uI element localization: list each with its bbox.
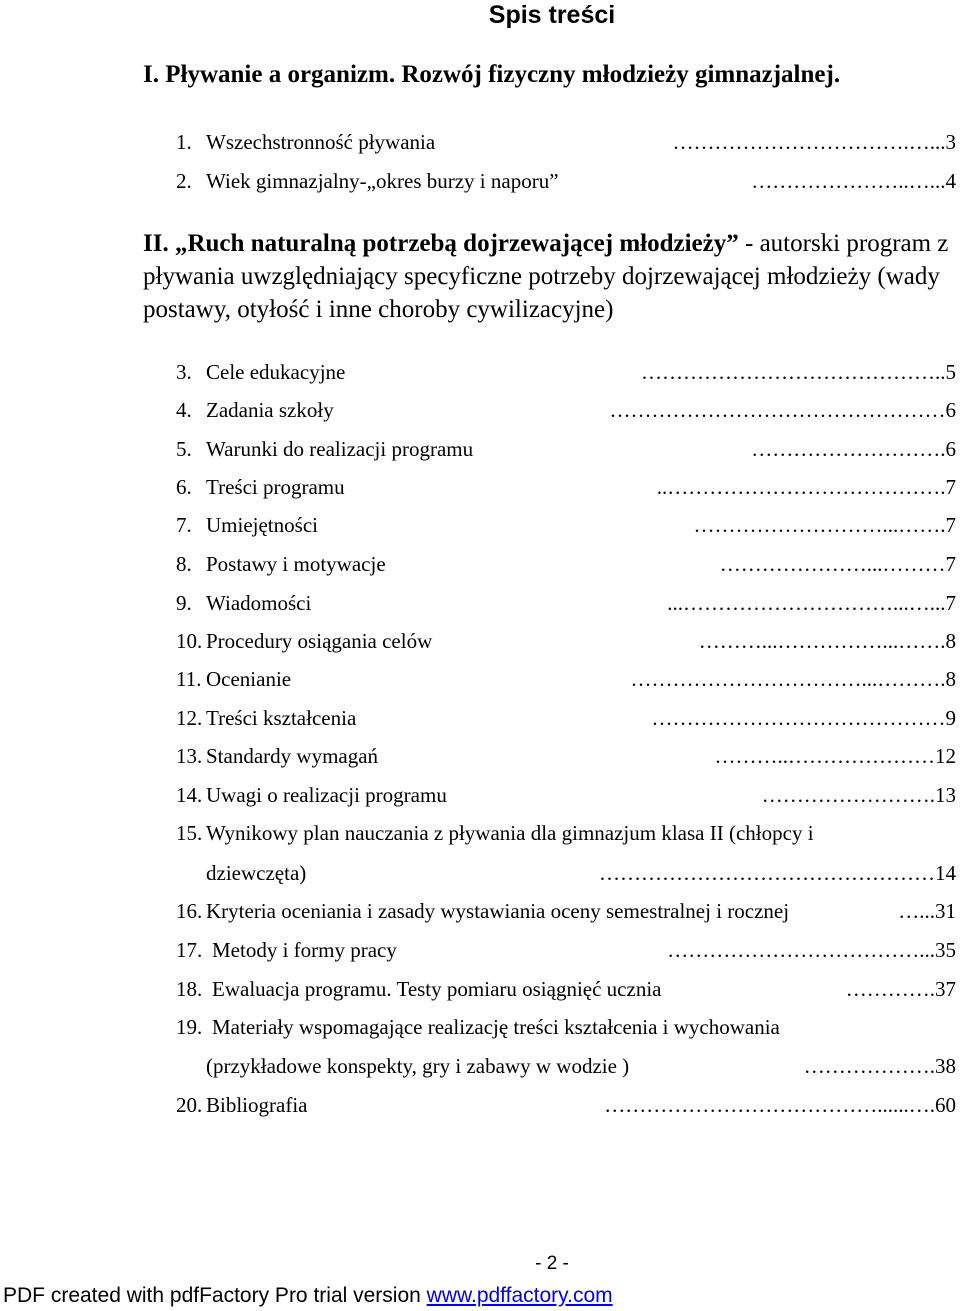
toc-number: 10. xyxy=(176,629,203,653)
toc-leader-page: ...…………………………...…...7 xyxy=(667,591,956,615)
toc-title: Treści kształcenia xyxy=(206,706,357,730)
toc-leader-page: ……………………………………..5 xyxy=(641,360,956,384)
toc-entry-18 xyxy=(176,975,956,1003)
toc-leader-page: …………………...………7 xyxy=(719,552,956,576)
toc-number: 3. xyxy=(176,360,192,384)
toc-title: Warunki do realizacji programu xyxy=(206,437,474,461)
toc-title: Ocenianie xyxy=(206,667,292,691)
toc-entry-7 xyxy=(176,511,956,539)
toc-number: 19. xyxy=(176,1015,203,1039)
toc-leader-page: ……………………………………9 xyxy=(651,706,956,730)
toc-title: Postawy i motywacje xyxy=(206,552,386,576)
toc-title: Bibliografia xyxy=(206,1093,308,1117)
toc-entry-8 xyxy=(176,550,956,578)
toc-entry-15-cont xyxy=(176,859,956,887)
toc-leader-page: …………………………….…...3 xyxy=(672,130,956,154)
toc-number: 18. xyxy=(176,977,203,1001)
toc-leader-page: ……………………….6 xyxy=(751,437,956,461)
toc-number: 13. xyxy=(176,744,203,768)
toc-title: (przykładowe konspekty, gry i zabawy w wodzie ) xyxy=(206,1054,630,1078)
toc-number: 7. xyxy=(176,513,192,537)
toc-number: 11. xyxy=(176,667,202,691)
toc-entry-14 xyxy=(176,781,956,809)
toc-title: Treści programu xyxy=(206,475,345,499)
toc-title: Metody i formy pracy xyxy=(212,938,397,962)
toc-number: 6. xyxy=(176,475,192,499)
toc-leader-page: ……………………………...……….8 xyxy=(630,667,956,691)
section-2-title: II. „Ruch naturalną potrzebą dojrzewającej młodzieży” xyxy=(143,230,739,257)
toc-number: 12. xyxy=(176,706,203,730)
toc-leader-page: ………...……………...…….8 xyxy=(698,629,956,653)
toc-number: 5. xyxy=(176,437,192,461)
toc-leader-page: ………………………………...35 xyxy=(667,938,956,962)
toc-title: Wiadomości xyxy=(206,591,312,615)
toc-entry-10 xyxy=(176,627,956,655)
toc-leader-page: ……………….38 xyxy=(803,1054,956,1078)
section-1-heading: I. Pływanie a organizm. Rozwój fizyczny młodzieży gimnazjalnej. xyxy=(143,61,841,88)
toc-title: Wszechstronność pływania xyxy=(206,130,436,154)
footer-text: PDF created with pdfFactory Pro trial version xyxy=(3,1284,427,1307)
toc-leader-page: ………….37 xyxy=(845,977,956,1001)
toc-title: Procedury osiągania celów xyxy=(206,629,433,653)
toc-entry-6 xyxy=(176,473,956,501)
footer-link[interactable]: www.pdffactory.com xyxy=(426,1284,613,1307)
toc-entry-11 xyxy=(176,665,956,693)
toc-leader-page: …………………………………………14 xyxy=(599,861,956,885)
toc-entry-9 xyxy=(176,589,956,617)
toc-title: Umiejętności xyxy=(206,513,318,537)
toc-leader-page: ………..…………………12 xyxy=(714,744,956,768)
toc-entry-2 xyxy=(176,167,956,195)
toc-leader-page: ..………………………………….7 xyxy=(656,475,956,499)
toc-number: 15. xyxy=(176,821,203,845)
toc-leader-page: …………………..…...4 xyxy=(751,169,956,193)
toc-leader-page: …………………….13 xyxy=(761,783,956,807)
section-2-heading xyxy=(143,227,958,326)
toc-leader-page: ………………………...…….7 xyxy=(693,513,956,537)
toc-entry-20 xyxy=(176,1091,956,1119)
toc-leader-page: …………………………………......….60 xyxy=(604,1093,956,1117)
toc-leader-page: …………………………………………6 xyxy=(609,398,956,422)
toc-number: 9. xyxy=(176,591,192,615)
toc-title: Cele edukacyjne xyxy=(206,360,346,384)
toc-title: Materiały wspomagające realizację treści kształcenia i wychowania xyxy=(212,1015,780,1039)
toc-leader-page: …...31 xyxy=(898,899,956,923)
toc-number: 4. xyxy=(176,398,192,422)
toc-title: Wynikowy plan nauczania z pływania dla gimnazjum klasa II (chłopcy i xyxy=(206,821,814,845)
toc-entry-19 xyxy=(176,1013,956,1041)
page-title: Spis treści xyxy=(488,1,616,29)
toc-number: 14. xyxy=(176,783,203,807)
toc-title: Uwagi o realizacji programu xyxy=(206,783,447,807)
toc-title: Wiek gimnazjalny-„okres burzy i naporu” xyxy=(206,169,559,193)
section-2-subtitle: - autorski program z pływania uwzględniający specyficzne potrzeby dojrzewającej młodzieży (wady postawy, otyłość i inne choroby cywilizacyjne) xyxy=(143,230,949,323)
page-number: - 2 - xyxy=(535,1253,569,1274)
toc-entry-16 xyxy=(176,897,956,925)
toc-title: Zadania szkoły xyxy=(206,398,334,422)
toc-number: 1. xyxy=(176,130,192,154)
toc-title: Ewaluacja programu. Testy pomiaru osiągnięć ucznia xyxy=(212,977,662,1001)
toc-number: 20. xyxy=(176,1093,203,1117)
pdf-footer xyxy=(3,1283,613,1309)
toc-entry-19-cont xyxy=(176,1052,956,1080)
toc-title: Kryteria oceniania i zasady wystawiania oceny semestralnej i rocznej xyxy=(206,899,790,923)
toc-entry-5 xyxy=(176,435,956,463)
toc-number: 17. xyxy=(176,938,203,962)
toc-entry-1 xyxy=(176,128,956,156)
toc-title: Standardy wymagań xyxy=(206,744,379,768)
toc-entry-13 xyxy=(176,742,956,770)
toc-entry-15 xyxy=(176,819,956,847)
toc-entry-3 xyxy=(176,358,956,386)
toc-number: 16. xyxy=(176,899,203,923)
toc-entry-4 xyxy=(176,396,956,424)
toc-entry-12 xyxy=(176,704,956,732)
toc-number: 2. xyxy=(176,169,192,193)
toc-number: 8. xyxy=(176,552,192,576)
toc-entry-17 xyxy=(176,936,956,964)
toc-title: dziewczęta) xyxy=(206,861,307,885)
